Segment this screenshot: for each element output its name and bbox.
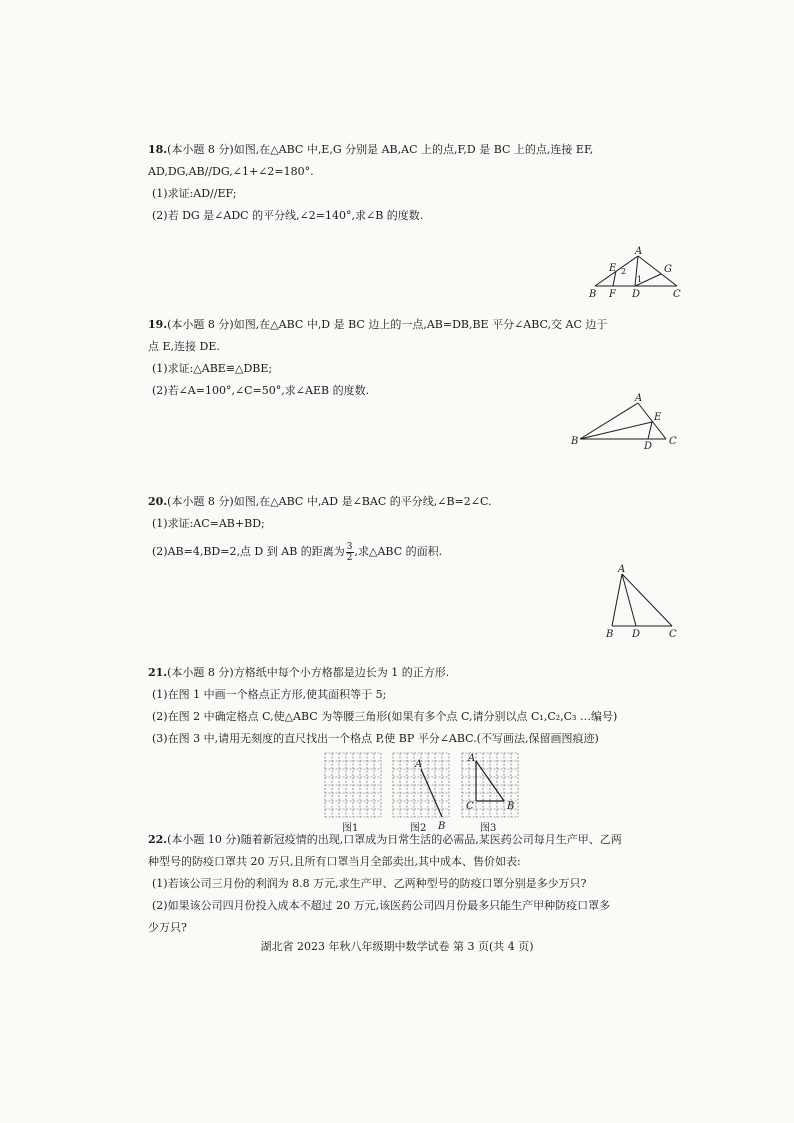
label-angle-1: 1 <box>637 275 643 284</box>
question-19 <box>148 314 688 402</box>
figure-q20 <box>600 566 685 640</box>
page-footer: 湖北省 2023 年秋八年级期中数学试卷 第 3 页(共 4 页) <box>260 940 534 953</box>
label-b: B <box>589 289 597 300</box>
label-c: C <box>466 801 474 812</box>
question-stem: (本小题 8 分)如图,在△ABC 中,AD 是∠BAC 的平分线,∠B=2∠C. <box>167 495 492 508</box>
figure-q19 <box>570 393 682 452</box>
question-18 <box>148 139 688 227</box>
label-b: B <box>438 821 446 832</box>
question-stem: (本小题 8 分)如图,在△ABC 中,D 是 BC 边上的一点,AB=DB,BE 平分∠ABC,交 AC 边于 <box>167 318 608 331</box>
question-stem: (本小题 10 分)随着新冠疫情的出现,口罩成为日常生活的必需品,某医药公司每月生产甲、乙两 <box>167 833 622 846</box>
part-2: (2)在图 2 中确定格点 C,使△ABC 为等腰三角形(如果有多个点 C,请分别以点 C₁,C₂,C₃ …编号) <box>152 710 618 723</box>
figure-q18 <box>585 248 685 300</box>
part-1: (1)在图 1 中画一个格点正方形,使其面积等于 5; <box>152 688 387 701</box>
segment-ab <box>580 403 638 439</box>
part-2: (2)若 DG 是∠ADC 的平分线,∠2=140°,求∠B 的度数. <box>152 209 424 222</box>
fraction-denominator: 2 <box>346 552 353 563</box>
label-angle-2: 2 <box>621 267 627 276</box>
label-b: B <box>606 629 614 640</box>
question-number: 18. <box>148 143 168 156</box>
label-e: E <box>654 412 662 423</box>
question-number: 22. <box>148 833 168 846</box>
segment-ab <box>612 574 622 626</box>
question-stem-continued: 种型号的防疫口罩共 20 万只,且所有口罩当月全部卖出,其中成本、售价如表: <box>148 855 521 868</box>
part-2-text: (2)AB=4,BD=2,点 D 到 AB 的距离为 <box>152 545 345 558</box>
question-22 <box>148 829 688 939</box>
label-a: A <box>415 759 423 770</box>
part-2: (2)如果该公司四月份投入成本不超过 20 万元,该医药公司四月份最多只能生产甲种防疫口罩多 <box>152 899 611 912</box>
part-1: (1)求证:AD//EF; <box>152 187 237 200</box>
label-c: C <box>669 436 677 447</box>
label-d: D <box>644 441 653 452</box>
caption-figure-1: 图1 <box>342 823 359 834</box>
label-f: F <box>609 289 616 300</box>
caption-figure-3: 图3 <box>480 823 497 834</box>
question-number: 21. <box>148 666 168 679</box>
question-stem-continued: AD,DG,AB//DG,∠1+∠2=180°. <box>148 165 314 178</box>
label-e: E <box>609 263 617 274</box>
label-c: C <box>669 629 677 640</box>
fraction-numerator: 3 <box>346 541 353 552</box>
label-c: C <box>673 289 681 300</box>
part-2: (2)若∠A=100°,∠C=50°,求∠AEB 的度数. <box>152 384 370 397</box>
question-stem-continued: 点 E,连接 DE. <box>148 340 220 353</box>
question-number: 19. <box>148 318 168 331</box>
grid-figure-3 <box>462 753 518 817</box>
label-a: A <box>468 753 476 764</box>
segment-de <box>648 422 652 439</box>
question-20 <box>148 491 688 563</box>
part-1: (1)求证:AC=AB+BD; <box>152 517 265 530</box>
label-b: B <box>571 436 579 447</box>
part-2 <box>148 541 688 563</box>
label-g: G <box>664 264 672 275</box>
label-a: A <box>618 564 626 575</box>
part-1: (1)求证:△ABE≌△DBE; <box>152 362 273 375</box>
label-d: D <box>632 289 641 300</box>
grid-figure-1 <box>325 753 381 817</box>
question-stem: (本小题 8 分)方格纸中每个小方格都是边长为 1 的正方形. <box>167 666 450 679</box>
question-stem: (本小题 8 分)如图,在△ABC 中,E,G 分别是 AB,AC 上的点,F,D 是 BC 上的点,连接 EF, <box>167 143 594 156</box>
segment-be <box>580 422 652 439</box>
segment-ac <box>638 403 666 439</box>
part-2-continued: 少万只? <box>148 921 187 934</box>
segment-ab <box>595 256 638 286</box>
label-a: A <box>635 246 643 257</box>
label-b: B <box>507 801 515 812</box>
part-2-text-end: ,求△ABC 的面积. <box>354 545 443 558</box>
question-number: 20. <box>148 495 168 508</box>
part-1: (1)若该公司三月份的利润为 8.8 万元,求生产甲、乙两种型号的防疫口罩分别是多少万只? <box>152 877 587 890</box>
question-21 <box>148 662 688 750</box>
fraction-three-halves <box>346 542 354 563</box>
label-d: D <box>632 629 641 640</box>
caption-figure-2: 图2 <box>410 823 427 834</box>
part-3: (3)在图 3 中,请用无刻度的直尺找出一个格点 P,使 BP 平分∠ABC.(不写画法,保留画图痕迹) <box>152 732 599 745</box>
label-a: A <box>635 393 643 404</box>
